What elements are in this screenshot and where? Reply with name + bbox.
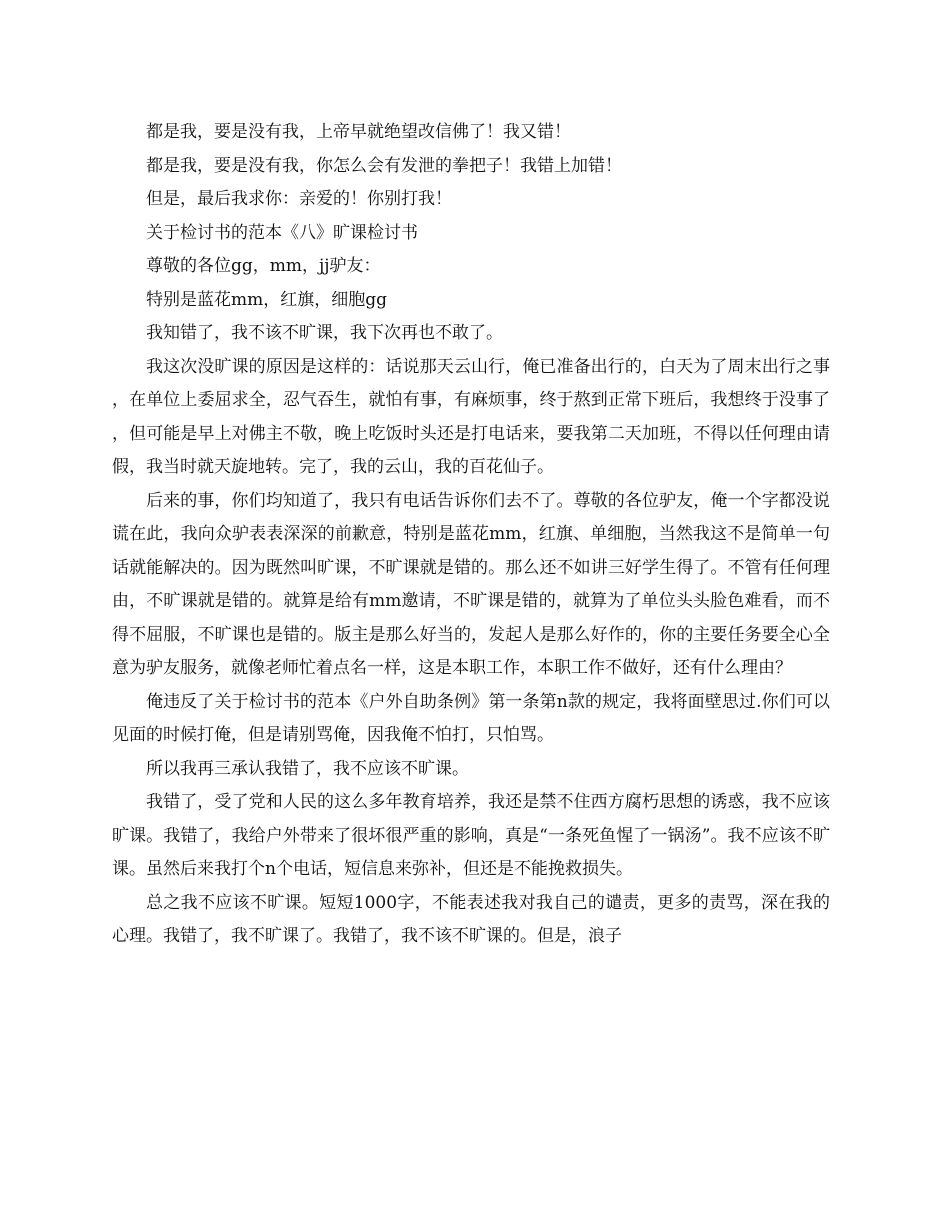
document-body [112, 116, 830, 954]
paragraph: 俺违反了关于检讨书的范本《户外自助条例》第一条第n款的规定，我将面壁思过.你们可以见面的时候打俺，但是请别骂俺，因我俺不怕打，只怕骂。 [112, 691, 830, 745]
paragraph: 总之我不应该不旷课。短短1000字，不能表述我对我自己的谴责，更多的责骂，深在我的心理。我错了，我不旷课了。我错了，我不该不旷课的。但是，浪子 [112, 892, 830, 946]
paragraph: 都是我，要是没有我，你怎么会有发泄的拳把子！我错上加错！ [146, 155, 622, 176]
section-heading: 关于检讨书的范本《八》旷课检讨书 [146, 222, 418, 243]
paragraph: 我这次没旷课的原因是这样的：话说那天云山行，俺已准备出行的，白天为了周末出行之事，在单位上委屈求全，忍气吞生，就怕有事，有麻烦事，终于熬到正常下班后，我想终于没事了，但可能是早上对佛主不敬，晚上吃饭时头还是打电话来，要我第二天加班，不得以任何理由请假，我当时就天旋地转。完了，我的云山，我的百花仙子。 [112, 356, 830, 477]
paragraph: 我错了，受了党和人民的这么多年教育培养，我还是禁不住西方腐朽思想的诱惑，我不应该旷课。我错了，我给户外带来了很坏很严重的影响，真是“一条死鱼惺了一锅汤”。我不应该不旷课。虽然后来我打个n个电话，短信息来弥补，但还是不能挽救损失。 [112, 792, 830, 879]
paragraph: 特别是蓝花mm，红旗，细胞gg [146, 289, 388, 310]
salutation: 尊敬的各位gg，mm，jj驴友： [146, 256, 381, 276]
paragraph: 所以我再三承认我错了，我不应该不旷课。 [146, 758, 469, 779]
paragraph: 都是我，要是没有我，上帝早就绝望改信佛了！我又错！ [146, 122, 571, 142]
paragraph: 但是，最后我求你：亲爱的！你别打我！ [146, 189, 452, 209]
paragraph: 我知错了，我不该不旷课，我下次再也不敢了。 [146, 323, 503, 343]
paragraph: 后来的事，你们均知道了，我只有电话告诉你们去不了。尊敬的各位驴友，俺一个字都没说谎在此，我向众驴表表深深的前歉意，特别是蓝花mm，红旗、单细胞，当然我这不是简单一句话就能解决的。因为既然叫旷课，不旷课就是错的。那么还不如讲三好学生得了。不管有任何理由，不旷课就是错的。就算是给有mm邀请，不旷课是错的，就算为了单位头头脸色难看，而不得不屈服，不旷课也是错的。版主是那么好当的，发起人是那么好作的，你的主要任务要全心全意为驴友服务，就像老师忙着点名一样，这是本职工作，本职工作不做好，还有什么理由？ [112, 490, 830, 678]
